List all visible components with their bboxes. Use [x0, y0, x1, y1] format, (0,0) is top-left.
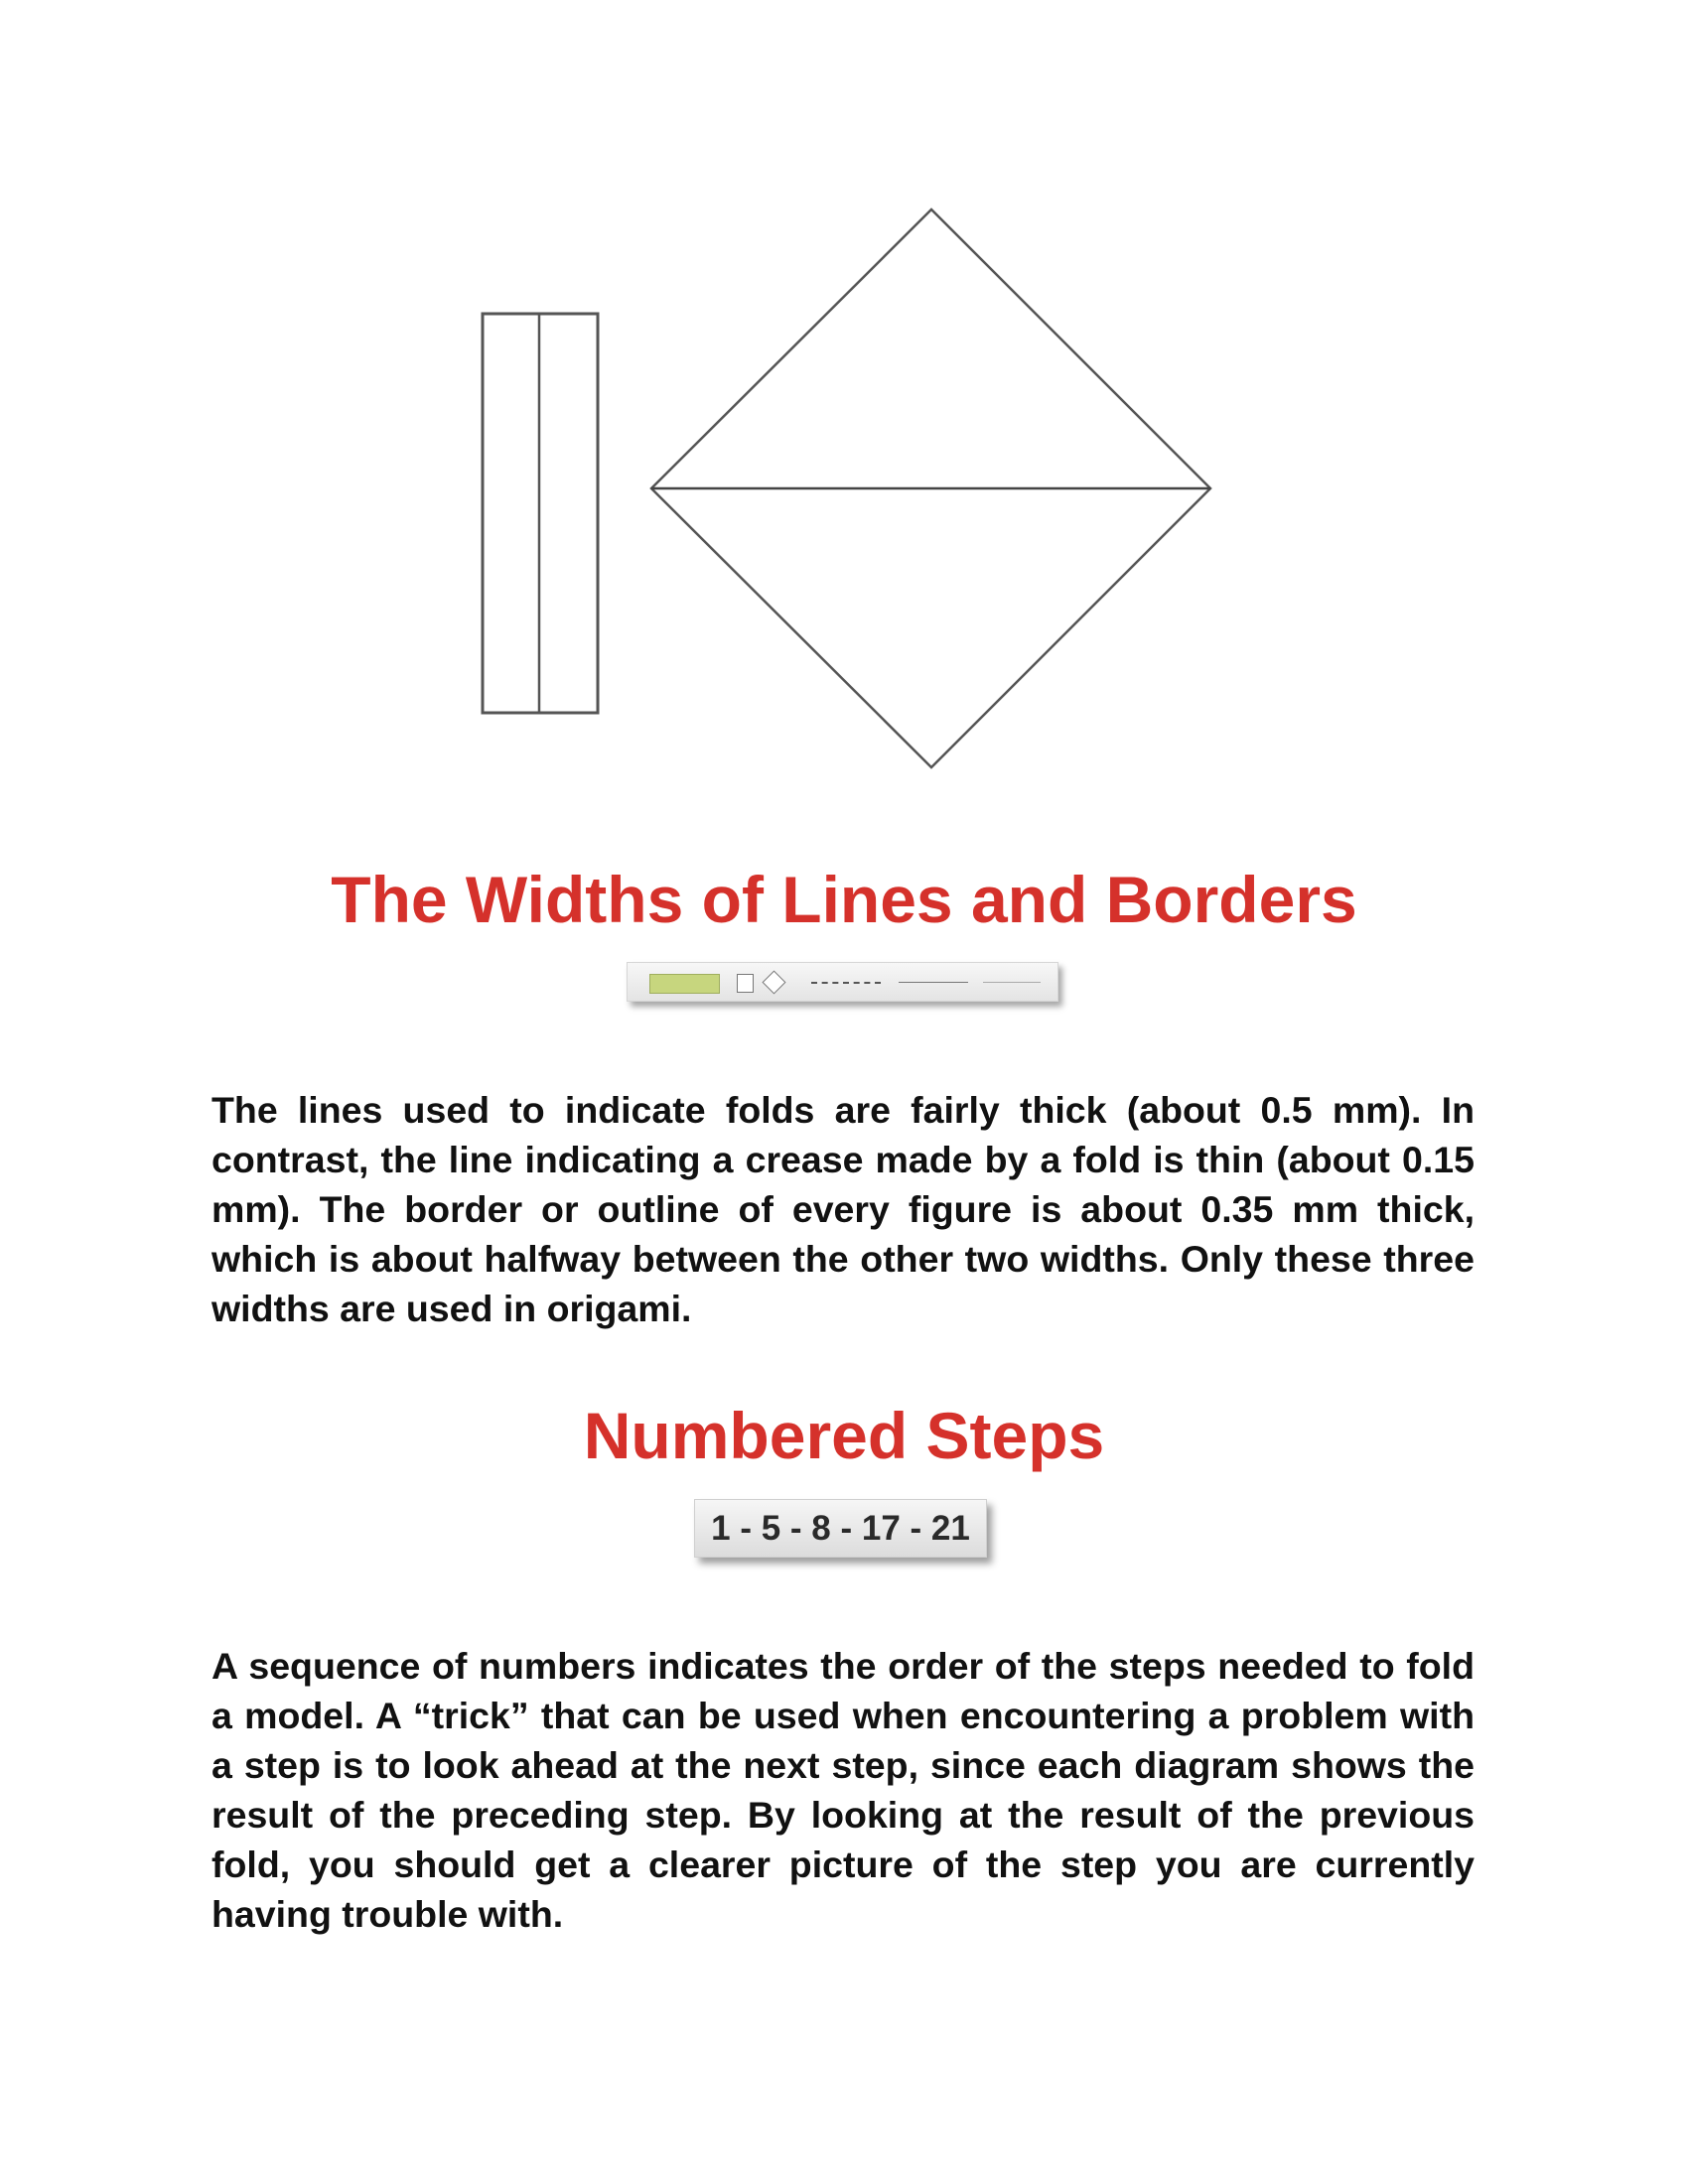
dashed-line-icon [811, 982, 881, 984]
numbered-steps-paragraph: A sequence of numbers indicates the order of the steps needed to fold a model. A “trick” that can be used when encountering a problem with a step is to look ahead at the next step, since each diagram shows the result of the preceding step. By looking at the result of the previous fold, you should get a clearer picture of the step you are currently having trouble with. [211, 1645, 1475, 1935]
thin-line-icon [983, 982, 1041, 983]
medium-line-icon [899, 982, 968, 983]
diamond-square [651, 209, 1210, 767]
origami-diagram-figure [0, 0, 1688, 794]
square-icon [737, 974, 754, 993]
folded-strip-rectangle [483, 314, 598, 713]
section-title-numbered-steps: Numbered Steps [583, 1399, 1105, 1472]
line-style-legend [627, 962, 1058, 1002]
section-title-line-widths: The Widths of Lines and Borders [331, 863, 1357, 936]
line-widths-paragraph: The lines used to indicate folds are fairly thick (about 0.5 mm). In contrast, the line indicating a crease made by a fold is thin (about 0.15 mm). The border or outline of every figure is about 0.35 mm thick, which is about halfway between the other two widths. Only these three widths are used in origami. [211, 1089, 1475, 1329]
step-sequence-badge: 1 - 5 - 8 - 17 - 21 [694, 1499, 987, 1558]
diamond-icon [762, 970, 785, 994]
color-swatch-icon [649, 974, 720, 994]
